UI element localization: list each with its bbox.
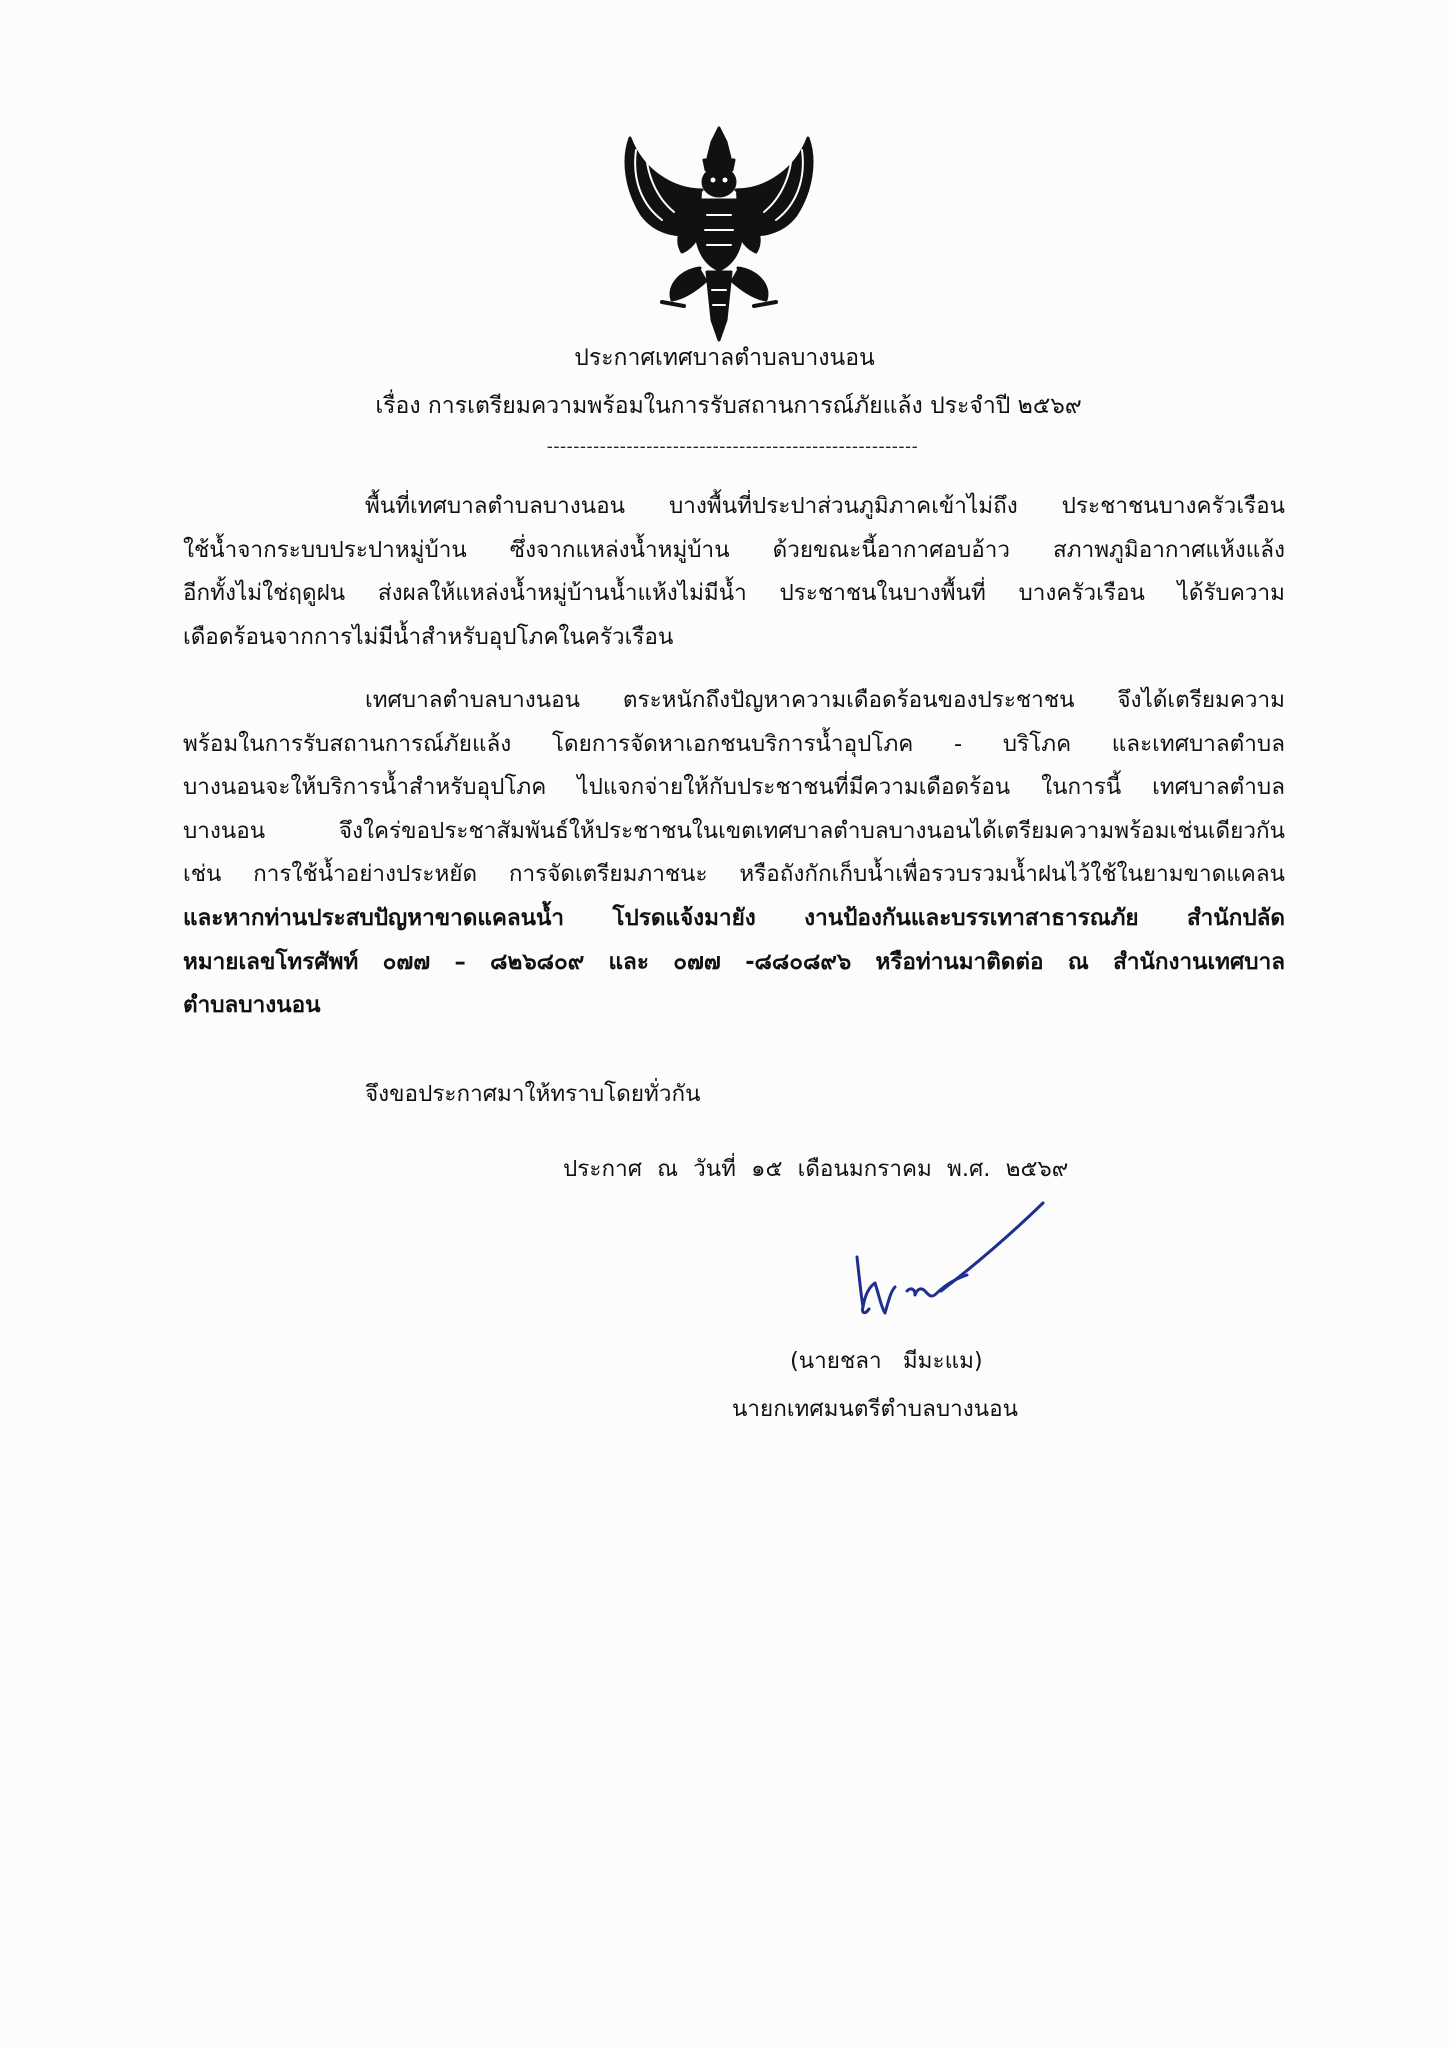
paragraph-line: ใช้น้ำจากระบบประปาหมู่บ้าน ซึ่งจากแหล่งน้ำหมู่บ้าน ด้วยขณะนี้อากาศอบอ้าว สภาพภูมิอากาศแห้งแล้ง [183,536,1285,563]
paragraph-line: เดือดร้อนจากการไม่มีน้ำสำหรับอุปโภคในครัวเรือน [183,623,674,650]
paragraph-line: พร้อมในการรับสถานการณ์ภัยแล้ง โดยการจัดหาเอกชนบริการน้ำอุปโภค - บริโภค และเทศบาลตำบล [183,730,1285,757]
handwritten-signature [845,1195,1055,1330]
announcement-title: ประกาศเทศบาลตำบลบางนอน [574,345,875,371]
paragraph-2 [183,679,1285,1028]
signer-name: (นายชลา มีมะแม) [790,1348,983,1374]
signer-position: นายกเทศมนตรีตำบลบางนอน [732,1396,1019,1422]
contact-phone-line: หมายเลขโทรศัพท์ ๐๗๗ – ๘๒๖๘๐๙ และ ๐๗๗ -๘๘๐๘๙๖ หรือท่านมาติดต่อ ณ สำนักงานเทศบาล [183,948,1285,975]
paragraph-line: เทศบาลตำบลบางนอน ตระหนักถึงปัญหาความเดือดร้อนของประชาชน จึงได้เตรียมความ [365,687,1285,713]
paragraph-1 [183,485,1285,659]
contact-line: และหากท่านประสบปัญหาขาดแคลนน้ำ โปรดแจ้งมายัง งานป้องกันและบรรเทาสาธารณภัย สำนักปลัด [183,904,1285,931]
paragraph-line: พื้นที่เทศบาลตำบลบางนอน บางพื้นที่ประปาส่วนภูมิภาคเข้าไม่ถึง ประชาชนบางครัวเรือน [365,493,1285,519]
announcement-date: ประกาศ ณ วันที่ ๑๕ เดือนมกราคม พ.ศ. ๒๕๖๙ [563,1156,1069,1182]
paragraph-line: บางนอน จึงใคร่ขอประชาสัมพันธ์ให้ประชาชนในเขตเทศบาลตำบลบางนอนได้เตรียมความพร้อมเช่นเดียวกัน [183,817,1285,844]
paragraph-line: เช่น การใช้น้ำอย่างประหยัด การจัดเตรียมภาชนะ หรือถังกักเก็บน้ำเพื่อรวบรวมน้ำฝนไว้ใช้ในยามขาดแคลน [183,861,1285,888]
paragraph-line: บางนอนจะให้บริการน้ำสำหรับอุปโภค ไปแจกจ่ายให้กับประชาชนที่มีความเดือดร้อน ในการนี้ เทศบาลตำบล [183,774,1285,801]
header-divider: -------------------------------------------------------- [546,437,919,457]
garuda-emblem-icon [612,120,827,345]
announcement-subject: เรื่อง การเตรียมความพร้อมในการรับสถานการณ์ภัยแล้ง ประจำปี ๒๕๖๙ [375,393,1082,419]
paragraph-line: อีกทั้งไม่ใช่ฤดูฝน ส่งผลให้แหล่งน้ำหมู่บ้านน้ำแห้งไม่มีน้ำ ประชาชนในบางพื้นที่ บางครัวเรือน ได้รับความ [183,580,1285,607]
closing-statement: จึงขอประกาศมาให้ทราบโดยทั่วกัน [365,1081,701,1107]
contact-line: ตำบลบางนอน [183,992,321,1019]
